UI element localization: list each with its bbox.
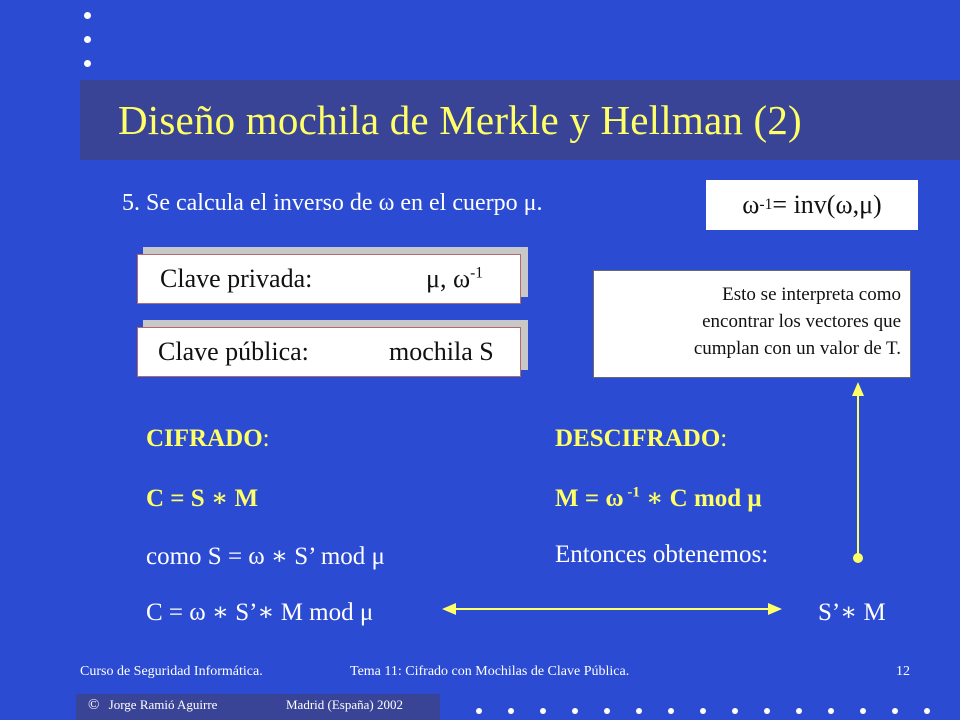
private-key-value-base: μ, ω <box>426 264 471 293</box>
cifrado-heading <box>146 425 270 453</box>
cifrado-heading-text: CIFRADO <box>146 425 263 452</box>
public-key-box <box>137 327 521 377</box>
descifrado-line-1-a: M = ω <box>555 485 624 512</box>
footer-place: Madrid (España) 2002 <box>286 697 403 712</box>
private-key-box <box>137 254 521 304</box>
descifrado-line-1-sup: -1 <box>623 484 640 501</box>
slide-title: Diseño mochila de Merkle y Hellman (2) <box>118 97 802 143</box>
public-key-label: Clave pública: <box>158 337 309 366</box>
inverse-formula-box: ω -1 = inv(ω,μ) <box>706 180 918 230</box>
bullet-dot-icon <box>860 708 866 714</box>
footer-topic: Tema 11: Cifrado con Mochilas de Clave Pública. <box>350 664 630 679</box>
bullet-dot-icon <box>636 708 642 714</box>
footer-page-number: 12 <box>896 664 910 679</box>
footer-copyright <box>88 697 217 714</box>
formula-base: ω <box>742 190 760 219</box>
bullet-dot-icon <box>84 12 91 19</box>
descifrado-line-2: Entonces obtenemos: <box>555 541 769 568</box>
bullet-dot-icon <box>540 708 546 714</box>
bullet-dot-icon <box>668 708 674 714</box>
arrow-up-icon <box>848 380 868 566</box>
bullet-dot-icon <box>84 36 91 43</box>
footer-course: Curso de Seguridad Informática. <box>80 664 263 679</box>
cifrado-line-3: C = ω ∗ S’∗ M mod μ <box>146 599 374 626</box>
public-key-value: mochila S <box>389 337 494 366</box>
cifrado-line-2: como S = ω ∗ S’ mod μ <box>146 543 385 570</box>
bullet-dot-icon <box>476 708 482 714</box>
bullet-dot-icon <box>84 60 91 67</box>
private-key-label: Clave privada: <box>160 264 313 293</box>
bullet-dot-icon <box>892 708 898 714</box>
bullet-dot-icon <box>572 708 578 714</box>
cifrado-heading-colon: : <box>262 425 270 452</box>
interpretation-note <box>593 270 911 378</box>
bullet-dot-icon <box>828 708 834 714</box>
bullet-dot-icon <box>924 708 930 714</box>
double-arrow-icon <box>440 598 784 620</box>
footer-author: Jorge Ramió Aguirre <box>108 697 218 712</box>
private-key-value <box>426 264 483 294</box>
descifrado-line-1-b: ∗ C mod μ <box>639 485 762 512</box>
descifrado-heading-text: DESCIFRADO <box>555 425 721 452</box>
descifrado-line-3: S’∗ M <box>818 599 886 626</box>
bullet-dot-icon <box>508 708 514 714</box>
bullet-dot-icon <box>732 708 738 714</box>
note-line: Esto se interpreta como <box>722 284 901 305</box>
cifrado-line-1: C = S ∗ M <box>146 485 259 512</box>
bullet-dot-icon <box>796 708 802 714</box>
descifrado-heading-colon: : <box>720 425 728 452</box>
descifrado-line-1 <box>555 483 762 513</box>
note-line: encontrar los vectores que <box>702 311 901 332</box>
note-line: cumplan con un valor de T. <box>693 338 901 359</box>
bullet-dot-icon <box>700 708 706 714</box>
bullet-dot-icon <box>764 708 770 714</box>
private-key-value-sup: -1 <box>470 264 484 282</box>
descifrado-heading <box>555 425 727 453</box>
step-text: 5. Se calcula el inverso de ω en el cuerpo μ. <box>122 190 543 216</box>
bullet-dot-icon <box>604 708 610 714</box>
copyright-icon: © <box>88 697 100 713</box>
formula-rest: = inv(ω,μ) <box>772 190 882 219</box>
